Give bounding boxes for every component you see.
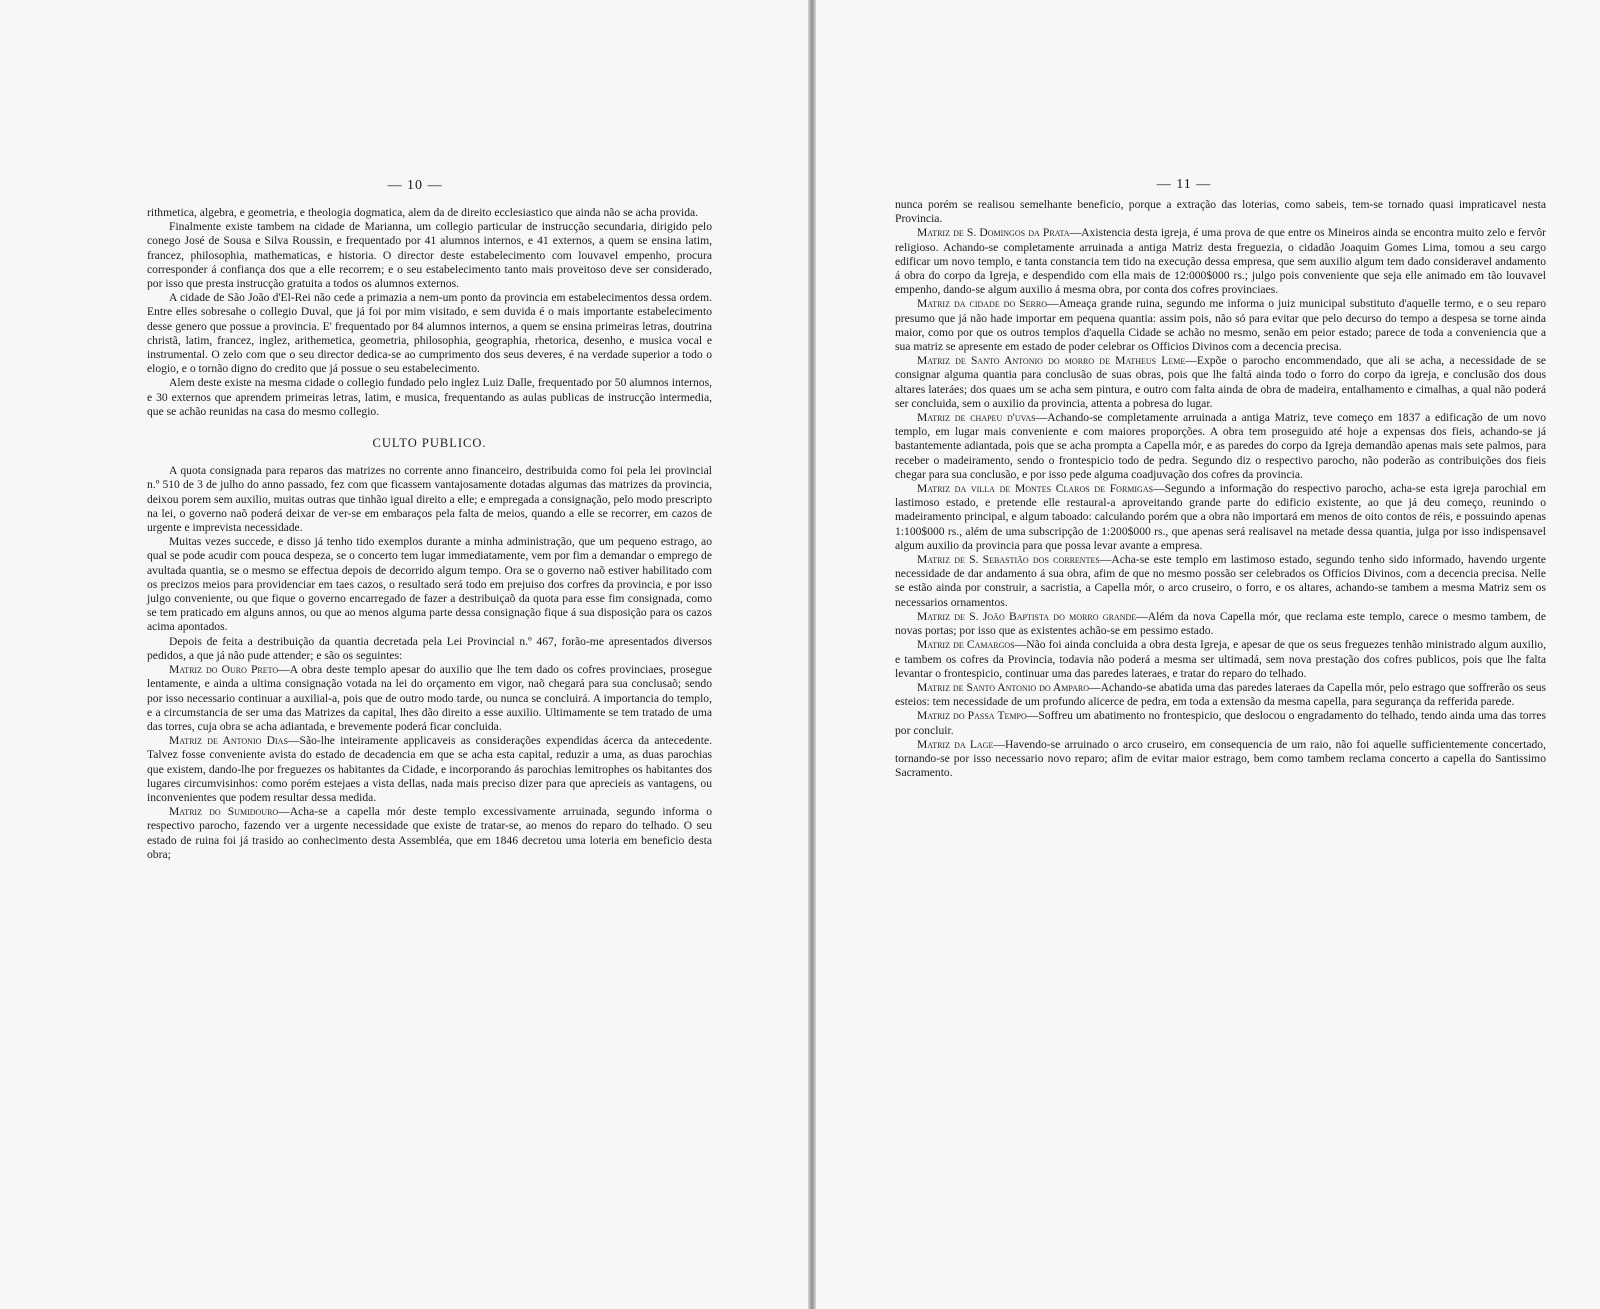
entry-label: Matriz do Sumidouro (169, 805, 279, 819)
entry-label: Matriz de Santo Antonio do Amparo (917, 680, 1089, 694)
paragraph (895, 226, 1546, 297)
entry-text: —A obra deste templo apesar do auxilio que lhe tem dado os cofres provinciaes, prosegue lentamente, e ainda a ultima consignação votada na lei do orçamento em vigor, naõ chegará para sua conclusaõ; sendo por isso necessario continuar a auxilial-a, pois que de outro modo tarde, ou nunca se concluirá. A importancia do templo, e a circumstancia de ser uma das Matrizes da capital, lhes dão direito a esse auxilio. Ultimamente se tem tratado de uma das torres, cuja obra se acha adiantada, e brevemente poderá ficar concluida. (147, 663, 712, 733)
entry-label: Matriz de Antonio Dias (169, 734, 288, 748)
entry-label: Matriz de S. Domingos da Prata (917, 226, 1070, 240)
entry-text: —Acha-se a capella mór deste templo excessivamente arruinada, segundo informa o respectivo parocho, fazendo ver a urgente necessidade que existe de tratar-se, ao menos do reparo do telhado. O seu estado de ruina foi já trasido ao conhecimento desta Assembléa, que em 1846 decretou uma loteria em beneficio desta obra; (147, 805, 712, 861)
entry-label: Matriz de S. Sebastião dos correntes (917, 553, 1100, 567)
paragraph (147, 734, 712, 805)
paragraph (895, 738, 1546, 781)
entry-label: Matriz da Lage (917, 737, 994, 751)
entry-label: Matriz de S. João Baptista do morro grande (917, 609, 1137, 623)
paragraph (895, 681, 1546, 709)
paragraph (895, 354, 1546, 411)
entry-text: —Além da nova Capella mór, que reclama este templo, carece o mesmo tambem, de novas portas; por isso que as existentes achão-se em pessimo estado. (895, 609, 1547, 638)
book-gutter (808, 0, 816, 1309)
page-number: — 10 — (387, 178, 443, 193)
entry-text: —Segundo a informação do respectivo parocho, acha-se esta igreja parochial em lastimoso estado, e pretende elle restaural-a aproveitando grande parte do edificio existente, ao que já deu começo, reunindo o madeiramento principal, e algum taboado: calculando porém que a obra não importará em menos de oito contos de réis, e possuindo apenas 1:100$000 rs., além de uma subscripção de 1:200$000 rs., que apenas será realisavel na metade dessa quantia, julga por isso indispensavel algum auxilio da provincia para que possa levar avante a empresa. (895, 482, 1546, 552)
entry-text: —Havendo-se arruinado o arco cruseiro, em consequencia de um raio, não foi aquelle sufficientemente concertado, tornando-se por isso necessario novo reparo; afim de evitar maior estrago, bem como tambem reclama concerto a capella do Santissimo Sacramento. (895, 737, 1546, 780)
paragraph: Depois de feita a destribuição da quantia decretada pela Lei Provincial n.º 467, forão-me apresentados diversos pedidos, a que já não pude attender; e são os seguintes: (147, 634, 712, 662)
entry-label: Matriz do Ouro Preto (169, 663, 279, 677)
paragraph: Alem deste existe na mesma cidade o collegio fundado pelo inglez Luiz Dalle, frequentado por 50 alumnos internos, e 30 externos que aprendem primeiras letras, latim, e musica, frequentando as aulas publicas de instrucção intermedia, que se achão reunidas na casa do mesmo collegio. (147, 376, 712, 418)
right-page-text (895, 198, 1546, 780)
entry-text: —Soffreu um abatimento no frontespicio, que deslocou o engradamento do telhado, tendo ainda uma das torres por concluir. (895, 709, 1546, 737)
entry-label: Matriz de chapeu d'uvas (917, 411, 1036, 425)
entry-label: Matriz de Santo Antonio do morro de Matheus Leme (917, 354, 1186, 368)
entry-label: Matriz do Passa Tempo (917, 709, 1027, 723)
paragraph (895, 482, 1546, 553)
paragraph (147, 663, 712, 734)
entry-label: Matriz da villa de Montes Claros de Formigas (917, 482, 1154, 496)
left-page-text (147, 206, 712, 862)
paragraph (895, 709, 1546, 737)
entry-text: —Ameaça grande ruina, segundo me informa o juiz municipal substituto d'aquelle termo, e o seu reparo presumo que já não hade importar em pequena quantia: assim pois, não só para evitar que pelo decurso do tempo a despesa se torne ainda maior, como por que os outros templos d'aquella Cidade se achão no mesmo, senão em peior estado; parece de toda a conveniencia que a sua matriz se apresente em estado de poder celebrar os Officios Divinos com a decencia precisa. (895, 297, 1546, 354)
entry-text: —Achando-se abatida uma das paredes lateraes da Capella mór, pelo estrago que soffrerão os seus esteios: tem necessidade de um profundo alicerce de pedra, em toda a extensão da mesma capella, para segurança da refferida parede. (895, 680, 1547, 709)
paragraph: A cidade de São João d'El-Rei não cede a primazia a nem-um ponto da provincia em estabelecimentos dessa ordem. Entre elles sobresahe o collegio Duval, que já foi por mim visitado, e sem duvida é o mais importante estabelecimento desse genero que possue a provincia. E' frequentado por 84 alumnos internos, a quem se ensina primeiras letras, doutrina christã, latim, francez, inglez, arithemetica, geometria, philosophia, geographia, rhetorica, desenho, e musica vocal e instrumental. O zelo com que o seu director dedica-se ao cumprimento dos seus deveres, é na verdade superior a todo o elogio, e o tornão digno do credito que já possue o seu estabelecimento. (147, 291, 712, 376)
paragraph: Finalmente existe tambem na cidade de Marianna, um collegio particular de instrucção secundaria, dirigido pelo conego José de Sousa e Silva Roussin, e frequentado por 41 alumnos internos, e 41 externos, a quem se ensina latim, francez, philosophia, mathematicas, e historia. O director deste estabelecimento com louvavel empenho, procura corresponder á confiança dos que a elle recorrem; e o seu estabelecimento tanto mais proveitoso deve ser considerado, por isso que presta instrucção gratuita a todos os alumnos externos. (147, 220, 712, 291)
entry-label: Matriz de Camargos (917, 638, 1015, 652)
right-page (816, 0, 1600, 1309)
paragraph (895, 638, 1546, 681)
entry-text: —Achando-se completamente arruinada a antiga Matriz, teve começo em 1837 a edificação de um novo templo, em lugar mais conveniente e com maiores proporções. A obra tem proseguido até hoje a expensas dos fieis, achando-se já bastantemente adiantada, pois que se acha prompta a Capella mór, e as paredes do corpo da Igreja demandão apenas mais sete palmos, para receber o madeiramento, sendo o frontespicio todo de pedra. Segundo diz o respectivo parocho, não poderão as contribuições dos fieis chegar para sua conclusão, e por isso pede alguma coadjuvação dos cofres da provincia. (895, 411, 1546, 481)
paragraph: A quota consignada para reparos das matrizes no corrente anno financeiro, destribuida como foi pela lei provincial n.º 510 de 3 de julho do anno passado, fez com que ficassem vantajosamente dotadas algumas das matrizes da provincia, deixou porem sem auxilio, muitas outras que tinhão igual direito a elle; e empregada a consignação, pelo modo prescripto na lei, o governo naõ poderá deixar de ver-se em embaraços pela falta de meios, quando a elle se recorrer, em cazos de urgente e imprevista necessidade. (147, 464, 712, 535)
paragraph: rithmetica, algebra, e geometria, e theologia dogmatica, alem da de direito ecclesiastico que ainda não se acha provida. (147, 206, 699, 219)
entry-label: Matriz da cidade do Serro (917, 297, 1048, 311)
paragraph: Muitas vezes succede, e disso já tenho tido exemplos durante a minha administração, que um pequeno estrago, ao qual se pode acudir com pouca despeza, se o concerto tem lugar immediatamente, vem por fim a demandar o emprego de avultada quantia, se o mesmo se effectua depois de decorrido algum tempo. Ora se o governo naõ estiver habilitado com os precizos meios para providenciar em taes cazos, o resultado será todo em prejuiso dos corfres da provincia, e por isso julgo conveniente, ou que fique o governo encarregado de fazer a destribuiçaõ da quota para esse fim consignada, como se tem praticado em alguns annos, ou que ao menos alguma parte dessa consignação fique á sua disposição para os cazos acima apontados. (147, 535, 712, 634)
paragraph (895, 610, 1546, 638)
paragraph (895, 297, 1546, 354)
entry-text: —Não foi ainda concluida a obra desta Igreja, e apesar de que os seus freguezes tenhão ministrado algum auxilio, e tambem os cofres da Provincia, todavia não poderá a mesma ser ultimadá, sem nova prestação dos cofres publicos, pois que lhe falta levantar o frontespicio, continuar uma das paredes lateraes, e tratar do reparo do telhado. (895, 638, 1546, 680)
paragraph (895, 411, 1546, 482)
page-number: — 11 — (1156, 177, 1212, 192)
paragraph: nunca porém se realisou semelhante beneficio, porque a extração das loterias, como sabeis, tem-se tornado quasi impraticavel nesta Provincia. (895, 198, 1546, 226)
entry-text: —Expõe o parocho encommendado, que ali se acha, a necessidade de se consignar alguma quantia para conclusão de suas obras, pois que lhe faltá ainda todo o forro do corpo da igreja, e conclusão dos dous altares lateráes; dos quaes um se acha sem pintura, e outro com falta ainda de obra de madeira, entalhamento e cimalhas, a qual não poderá ser concluida, sem o auxilio da provincia, attenta a pobresa do lugar. (895, 354, 1546, 410)
section-heading: CULTO PUBLICO. (372, 436, 487, 451)
entry-text: —São-lhe inteiramente applicaveis as considerações expendidas ácerca da antecedente. Talvez fosse conveniente avista do estado de decadencia em que se acha esta capital, reduzir a uma, as duas parochias que existem, dando-lhe por freguezes os habitantes da Cidade, e incorporando ás parochias lemitrophes os habitantes dos lugares circumvisinhos: como porém estejaes a vista dellas, nada mais preciso dizer para que aprecieis as vantagens, ou inconvenientes que podem resultar dessa medida. (147, 734, 712, 804)
paragraph (147, 805, 712, 862)
entry-text: —Acha-se este templo em lastimoso estado, segundo tenho sido informado, havendo urgente necessidade de dar andamento á sua obra, afim de que no mesmo possão ser celebrados os Officios Divinos, com a decencia precisa. Nelle se estão ainda por construir, a sacristia, a Capella mór, o arco cruseiro, o forro, e os altares, achando-se tambem a mesma Matriz sem os necessarios ornamentos. (895, 553, 1546, 609)
entry-text: —Axistencia desta igreja, é uma prova de que entre os Mineiros ainda se encontra muito zelo e fervôr religioso. Achando-se completamente arruinada a antiga Matriz desta freguezia, o cidadão Joaquim Gomes Lima, tomou a seu cargo edificar um novo templo, e tanta constancia tem tido na execução dessa empresa, que sem auxilio algum tem dado consideravel andamento á obra do corpo da Igreja, e despendido com ella mais de 12:000$000 rs.; julgo pois conveniente que seja elle animado em tão louvavel empenho, dando-se algum auxilio á mesma obra, por conta dos cofres provinciaes. (895, 226, 1547, 297)
paragraph (895, 553, 1546, 610)
